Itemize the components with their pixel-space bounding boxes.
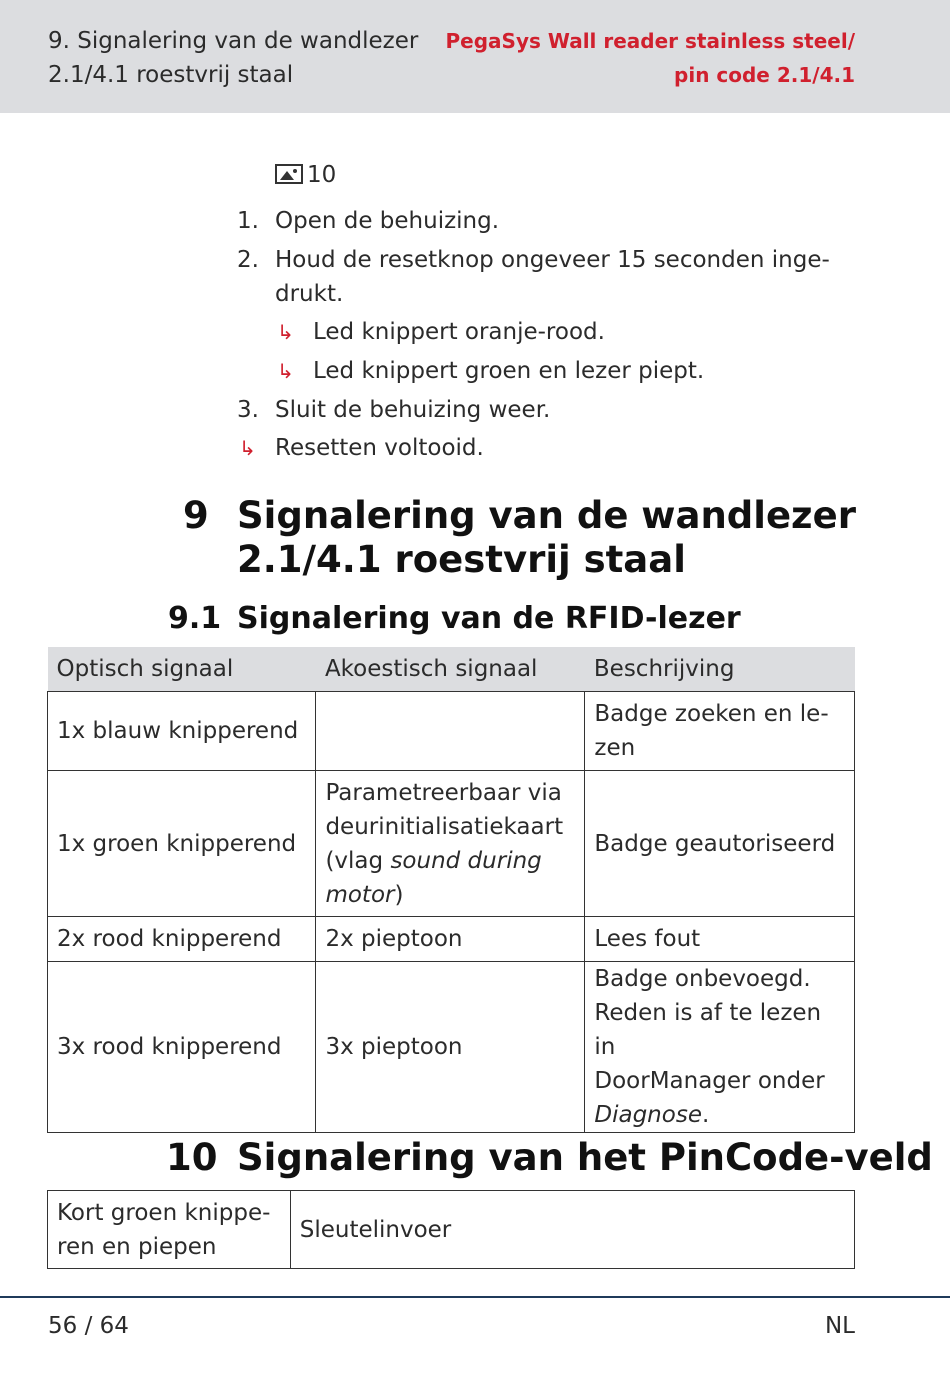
- cell-description-line: Reden is af te lezen in: [594, 1000, 822, 1060]
- cell-optical: 2x rood knipperend: [48, 917, 316, 962]
- rfid-signal-table: [47, 647, 855, 1133]
- cell-description: [585, 692, 855, 771]
- column-header-acoustic: Akoestisch signaal: [316, 647, 585, 692]
- table-row: [48, 962, 855, 1133]
- cell-description-text: .: [701, 1102, 710, 1128]
- column-header-optical: Optisch signaal: [48, 647, 316, 692]
- figure-number: 10: [307, 162, 337, 188]
- cell-description-line: [594, 1098, 845, 1132]
- header-chapter-line1: 9. Signalering van de wandlezer: [48, 28, 419, 54]
- cell-acoustic-line: Parametreerbaar via: [325, 779, 562, 806]
- cell-description: Sleutelinvoer: [290, 1191, 854, 1269]
- step-2-result-1: Led knippert oranje-rood.: [313, 319, 605, 345]
- header-product-line2: pin code 2.1/4.1: [674, 63, 855, 87]
- pincode-signal-table: [47, 1190, 855, 1269]
- section-9-title-line2: 2.1/4.1 roestvrij staal: [237, 538, 686, 581]
- cell-acoustic-text: ): [394, 881, 404, 908]
- step-2-result-2: Led knippert groen en lezer piept.: [313, 358, 705, 384]
- header-chapter-title: [48, 24, 418, 92]
- step-1-text: Open de behuizing.: [275, 208, 500, 234]
- step-2-text-line2: drukt.: [275, 281, 344, 307]
- cell-description-line: Badge zoeken en le-: [594, 701, 829, 727]
- section-9-title-line1: Signalering van de wandlezer: [237, 494, 856, 537]
- figure-reference: [275, 158, 336, 192]
- page-number: 56 / 64: [48, 1313, 129, 1339]
- result-arrow-icon: ↳: [239, 436, 256, 460]
- cell-acoustic-line: [325, 878, 575, 912]
- section-10-number: 10: [166, 1136, 218, 1179]
- cell-description: [585, 962, 855, 1133]
- step-3-number: 3.: [237, 397, 259, 423]
- cell-description-italic: Diagnose: [594, 1102, 702, 1128]
- footer-rule: [0, 1296, 950, 1298]
- cell-acoustic-italic: motor: [325, 881, 395, 908]
- step-3-text: Sluit de behuizing weer.: [275, 397, 551, 423]
- result-arrow-icon: ↳: [277, 359, 294, 383]
- header-product-line1: PegaSys Wall reader stainless steel/: [445, 29, 855, 53]
- cell-signal-line: Kort groen knippe-: [57, 1199, 271, 1226]
- final-result: Resetten voltooid.: [275, 435, 484, 461]
- table-row: [48, 692, 855, 771]
- section-9-1-number: 9.1: [168, 601, 222, 636]
- column-header-description: Beschrijving: [585, 647, 855, 692]
- cell-acoustic: 3x pieptoon: [316, 962, 585, 1133]
- cell-optical: 1x groen knipperend: [48, 771, 316, 917]
- table-row: [48, 1191, 855, 1269]
- table-row: [48, 771, 855, 917]
- cell-acoustic-italic: sound during: [390, 847, 542, 874]
- step-2-text-line1: Houd de resetknop ongeveer 15 seconden inge-: [275, 247, 830, 273]
- cell-optical: 3x rood knipperend: [48, 962, 316, 1133]
- language-code: NL: [824, 1313, 855, 1339]
- cell-acoustic: 2x pieptoon: [316, 917, 585, 962]
- cell-acoustic-line: [325, 844, 575, 878]
- header-chapter-line2: 2.1/4.1 roestvrij staal: [48, 62, 294, 88]
- step-2-number: 2.: [237, 247, 259, 273]
- section-9-1-title: Signalering van de RFID-lezer: [237, 601, 741, 636]
- section-9-number: 9: [183, 494, 209, 537]
- step-1-number: 1.: [237, 208, 259, 234]
- cell-description-line: DoorManager onder: [594, 1068, 825, 1094]
- section-10-title: Signalering van het PinCode-veld: [237, 1136, 933, 1179]
- cell-signal-line: ren en piepen: [57, 1233, 217, 1260]
- cell-signal: [48, 1191, 291, 1269]
- cell-description-line: zen: [594, 735, 636, 761]
- page-header: [0, 0, 950, 113]
- table-header-row: [48, 647, 855, 692]
- cell-description: Badge geautoriseerd: [585, 771, 855, 917]
- cell-acoustic-line: deurinitialisatiekaart: [325, 813, 564, 840]
- cell-acoustic-text: (vlag: [325, 847, 391, 874]
- cell-optical: 1x blauw knipperend: [48, 692, 316, 771]
- result-arrow-icon: ↳: [277, 320, 294, 344]
- table-row: [48, 917, 855, 962]
- image-icon: [275, 164, 303, 184]
- cell-acoustic: [316, 771, 585, 917]
- cell-description: Lees fout: [585, 917, 855, 962]
- header-product-title: [446, 24, 856, 92]
- cell-acoustic: [316, 692, 585, 771]
- cell-description-line: Badge onbevoegd.: [594, 966, 811, 992]
